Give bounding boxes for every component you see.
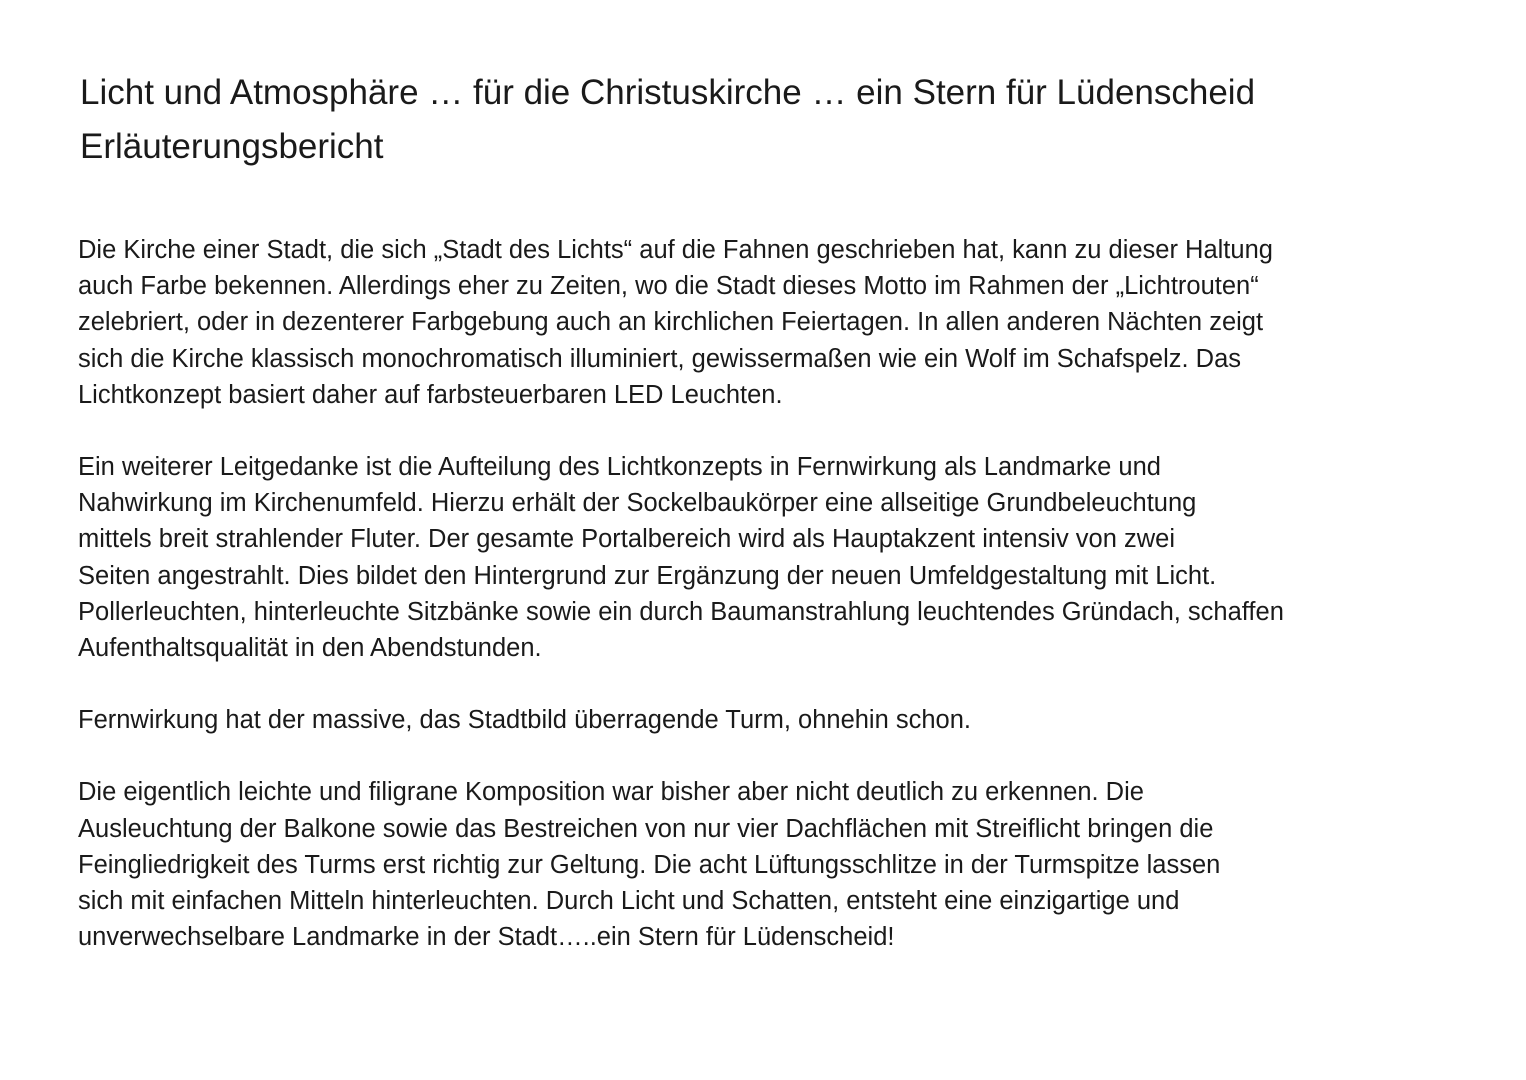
paragraph-composition: [78, 774, 1498, 955]
document-subtitle: Erläuterungsbericht: [80, 127, 384, 166]
paragraph-intro: [78, 232, 1498, 413]
text-line: Aufenthaltsqualität in den Abendstunden.: [78, 634, 542, 663]
report-body: [78, 232, 1498, 991]
text-line: zelebriert, oder in dezenterer Farbgebung auch an kirchlichen Feiertagen. In allen anderen Nächten zeigt: [78, 308, 1264, 337]
text-line: Die Kirche einer Stadt, die sich „Stadt des Lichts“ auf die Fahnen geschrieben hat, kann zu dieser Haltung: [78, 236, 1273, 264]
paragraph-tower: [78, 702, 1498, 738]
document-title: Licht und Atmosphäre … für die Christuskirche … ein Stern für Lüdenscheid: [80, 73, 1256, 112]
paragraph-concept: [78, 449, 1498, 666]
text-line: Pollerleuchten, hinterleuchte Sitzbänke sowie ein durch Baumanstrahlung leuchtendes Gründach, schaffen: [78, 597, 1284, 626]
text-line: mittels breit strahlender Fluter. Der gesamte Portalbereich wird als Hauptakzent intensiv von zwei: [78, 525, 1175, 554]
text-line: sich mit einfachen Mitteln hinterleuchten. Durch Licht und Schatten, entsteht eine einzigartige und: [78, 887, 1180, 916]
text-line: Ein weiterer Leitgedanke ist die Aufteilung des Lichtkonzepts in Fernwirkung als Landmarke und: [78, 453, 1161, 482]
title-block: [80, 66, 1460, 174]
text-line: Die eigentlich leichte und filigrane Komposition war bisher aber nicht deutlich zu erkennen. Die: [78, 778, 1144, 807]
text-line: Fernwirkung hat der massive, das Stadtbild überragende Turm, ohnehin schon.: [78, 706, 971, 735]
text-line: Nahwirkung im Kirchenumfeld. Hierzu erhält der Sockelbaukörper eine allseitige Grundbeleuchtung: [78, 489, 1197, 518]
text-line: Lichtkonzept basiert daher auf farbsteuerbaren LED Leuchten.: [78, 380, 783, 409]
text-line: sich die Kirche klassisch monochromatisch illuminiert, gewissermaßen wie ein Wolf im Schafspelz. Das: [78, 344, 1242, 373]
text-line: Seiten angestrahlt. Dies bildet den Hintergrund zur Ergänzung der neuen Umfeldgestaltung mit Licht.: [78, 561, 1217, 590]
text-line: Feingliedrigkeit des Turms erst richtig zur Geltung. Die acht Lüftungsschlitze in der Turmspitze lassen: [78, 850, 1221, 879]
text-line: Ausleuchtung der Balkone sowie das Bestreichen von nur vier Dachflächen mit Streiflicht bringen die: [78, 814, 1214, 843]
text-line: unverwechselbare Landmarke in der Stadt…..ein Stern für Lüdenscheid!: [78, 923, 895, 952]
text-line: auch Farbe bekennen. Allerdings eher zu Zeiten, wo die Stadt dieses Motto im Rahmen der „Lichtrouten“: [78, 272, 1259, 301]
